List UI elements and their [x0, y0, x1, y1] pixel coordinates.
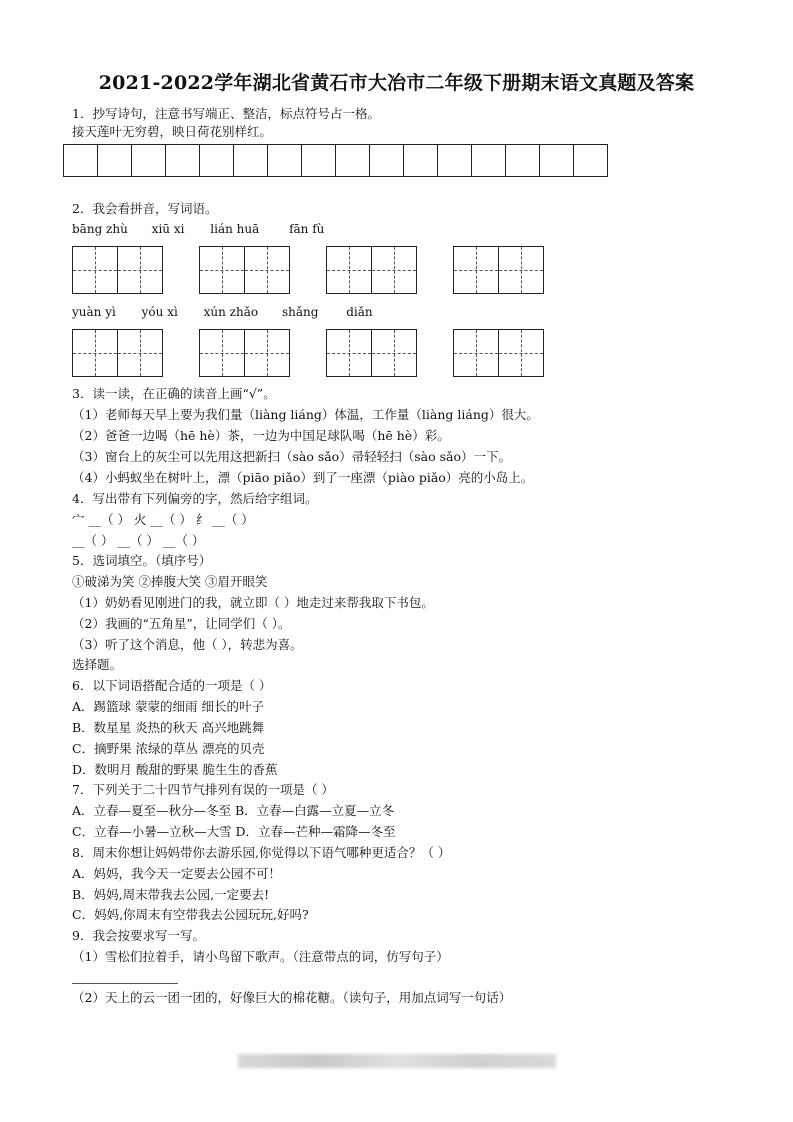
- q9-prompt: 9．我会按要求写一写。: [72, 928, 205, 943]
- copy-grid-cell[interactable]: [63, 144, 98, 177]
- q5-item: （1）奶奶看见刚进门的我，就立即（ ）地走过来帮我取下书包。: [72, 595, 434, 610]
- copy-grid-cell[interactable]: [437, 144, 472, 177]
- copy-grid-cell[interactable]: [97, 144, 132, 177]
- q3-prompt: 3．读一读，在正确的读音上画“√”。: [72, 386, 276, 401]
- copy-grid-cell[interactable]: [335, 144, 370, 177]
- copy-grid-cell[interactable]: [301, 144, 336, 177]
- pinyin: fān fù: [289, 222, 325, 236]
- q5-options: ①破涕为笑 ②捧腹大笑 ③眉开眼笑: [72, 574, 268, 589]
- tian-grid[interactable]: [199, 329, 290, 377]
- copy-grid-cell[interactable]: [267, 144, 302, 177]
- q8-prompt: 8．周末你想让妈妈带你去游乐园,你觉得以下语气哪种更适合？（ ）: [72, 845, 451, 860]
- q9-item: （1）雪松们拉着手，请小鸟留下歌声。（注意带点的词，仿写句子）: [72, 949, 449, 964]
- q6-option: C．摘野果 浓绿的草丛 漂亮的贝壳: [72, 741, 265, 756]
- copy-grid-cell[interactable]: [403, 144, 438, 177]
- q5-item: （2）我画的“五角星”，让同学们（ ）。: [72, 616, 291, 631]
- q6-option: D．数明月 酸甜的野果 脆生生的香蕉: [72, 762, 278, 777]
- q5-item: （3）听了这个消息，他（ ），转悲为喜。: [72, 637, 303, 652]
- q6-option: B．数星星 炎热的秋天 高兴地跳舞: [72, 720, 265, 735]
- pinyin: shǎng: [281, 305, 319, 319]
- q8-option: B．妈妈,周末带我去公园,一定要去!: [72, 887, 270, 902]
- q9-item: （2）天上的云一团一团的，好像巨大的棉花糖。（读句子，用加点词写一句话）: [72, 990, 512, 1005]
- pinyin: lián huā: [210, 222, 260, 236]
- pinyin: diǎn: [346, 305, 373, 319]
- q3-item: （1）老师每天早上要为我们量（liàng liáng）体温，工作量（liàng liáng）很大。: [72, 407, 539, 422]
- q3-item: （2）爸爸一边喝（hē hè）茶，一边为中国足球队喝（hē hè）彩。: [72, 428, 450, 443]
- q5-prompt: 5．选词填空。（填序号）: [72, 553, 212, 568]
- q7-prompt: 7．下列关于二十四节气排列有误的一项是（ ）: [72, 782, 334, 797]
- copy-grid-cell[interactable]: [131, 144, 166, 177]
- pinyin: xiū xi: [151, 222, 185, 236]
- tian-grid[interactable]: [326, 246, 417, 294]
- q1-poem: 接天莲叶无穷碧，映日荷花别样红。: [72, 124, 273, 139]
- tian-grid[interactable]: [453, 329, 544, 377]
- pinyin-row-2: [72, 305, 391, 319]
- tian-grid[interactable]: [72, 246, 163, 294]
- tian-grid[interactable]: [72, 329, 163, 377]
- section-heading: 选择题。: [72, 657, 123, 672]
- pinyin: yóu xì: [141, 305, 178, 319]
- pinyin: xún zhǎo: [203, 305, 259, 319]
- page-title: 2021-2022学年湖北省黄石市大冶市二年级下册期末语文真题及答案: [98, 72, 695, 94]
- q8-option: C．妈妈,你周末有空带我去公园玩玩,好吗?: [72, 907, 309, 922]
- copy-grid-cell[interactable]: [369, 144, 404, 177]
- q4-line: __（ ） __（ ） __（ ）: [72, 533, 205, 548]
- copy-grid-cell[interactable]: [165, 144, 200, 177]
- answer-line: [72, 983, 178, 984]
- q2-prompt: 2．我会看拼音，写词语。: [72, 201, 218, 216]
- q1-prompt: 1．抄写诗句，注意书写端正、整洁，标点符号占一格。: [72, 106, 380, 121]
- tian-grid[interactable]: [199, 246, 290, 294]
- copy-grid-cell[interactable]: [471, 144, 506, 177]
- q7-option: C．立春—小暑—立秋—大雪 D．立春—芒种—霜降—冬至: [72, 824, 396, 839]
- q3-item: （4）小蚂蚁坐在树叶上，漂（piāo piǎo）到了一座漂（piào piǎo）亮的小岛上。: [72, 470, 534, 485]
- blurred-footer-watermark: [238, 1054, 556, 1068]
- tian-grid[interactable]: [326, 329, 417, 377]
- copy-grid-cell[interactable]: [539, 144, 574, 177]
- copy-grid: [64, 144, 608, 176]
- copy-grid-cell[interactable]: [573, 144, 608, 177]
- q4-prompt: 4．写出带有下列偏旁的字，然后给字组词。: [72, 491, 318, 506]
- q3-item: （3）窗台上的灰尘可以先用这把新扫（sào sǎo）帚轻轻扫（sào sǎo）一下。: [72, 449, 511, 464]
- q6-prompt: 6．以下词语搭配合适的一项是（ ）: [72, 678, 272, 693]
- pinyin-row-1: [72, 222, 342, 236]
- copy-grid-cell[interactable]: [505, 144, 540, 177]
- pinyin: bāng zhù: [72, 222, 128, 236]
- q6-option: A．踢篮球 蒙蒙的细雨 细长的叶子: [72, 699, 264, 714]
- q8-option: A．妈妈，我今天一定要去公园不可！: [72, 866, 282, 881]
- copy-grid-cell[interactable]: [199, 144, 234, 177]
- q7-option: A．立春—夏至—秋分—冬至 B．立春—白露—立夏—立冬: [72, 803, 395, 818]
- tian-grid[interactable]: [453, 246, 544, 294]
- copy-grid-cell[interactable]: [233, 144, 268, 177]
- pinyin: yuàn yì: [72, 305, 116, 319]
- q4-line: 宀 __（ ） 火 __（ ） 纟 __（ ）: [72, 512, 254, 527]
